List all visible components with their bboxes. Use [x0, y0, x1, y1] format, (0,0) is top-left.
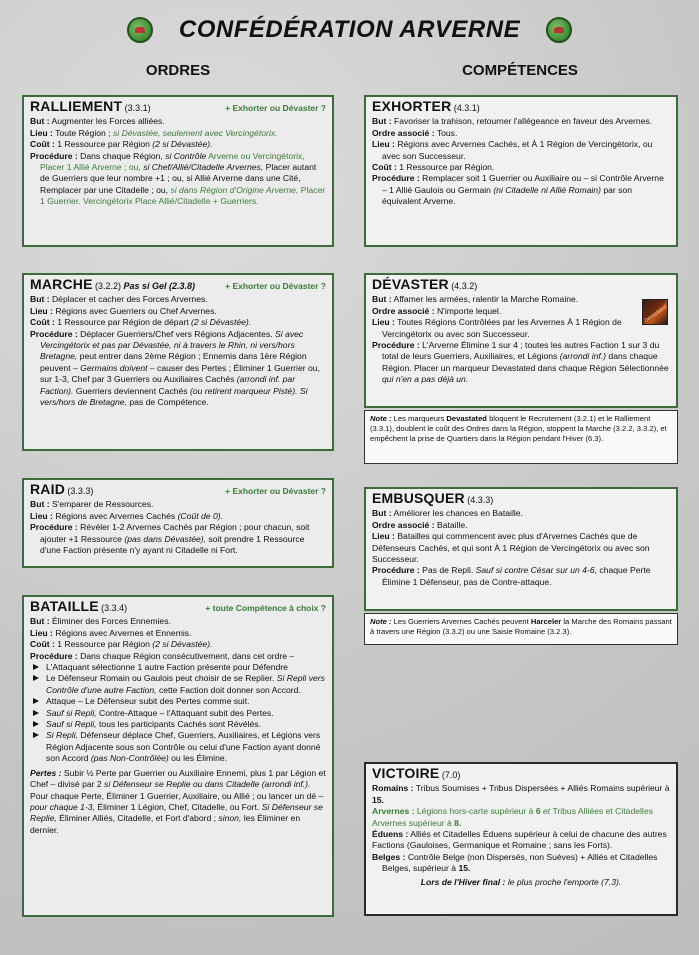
text: Remplacer soit 1 Guerrier ou Auxiliaire ou – si Contrôle Arverne – 1 Allié Gaulois ou Germain [382, 173, 664, 195]
text: pas de Compétence. [129, 397, 209, 408]
text: Tous. [436, 127, 458, 138]
text: – causer des Pertes ; Éliminer 1 Guerrier ou, sur 1-3, Chef par 3 Guerriers ou Auxiliaires Cachés [40, 362, 320, 385]
list-item [30, 719, 326, 730]
text: si Défenseur se Replie ou dans Citadelle (arrondi inf.). [104, 779, 311, 790]
text: Régions avec Guerriers ou Chef Arvernes. [55, 305, 217, 316]
victoire-box [364, 762, 678, 916]
text: 1 Ressource par Région. [399, 162, 495, 173]
text: (Coût de 0). [177, 510, 223, 521]
marche-tag: + Exhorter ou Dévaster ? [225, 281, 326, 291]
exhorter-box [364, 95, 678, 247]
text: cette Faction doit donner son Accord. [158, 684, 301, 695]
text: dans chaque Région. Placer un marqueur Devastated dans chaque Région Sélectionnée [382, 351, 669, 373]
text: Bataille. [436, 519, 468, 530]
text: Germains doivent [80, 362, 148, 373]
label: Lieu : [30, 305, 53, 316]
label: Note : [370, 617, 392, 626]
label: Lieu : [30, 127, 53, 138]
text: Si Défenseur se Replie, [30, 801, 323, 824]
label: Note : [370, 414, 392, 423]
text: Déplacer Guerriers/Chef vers Régions Adjacentes. [80, 328, 273, 339]
bataille-ref: (3.3.4) [101, 603, 128, 613]
column-title-competences: COMPÉTENCES [462, 62, 578, 79]
list-item [30, 673, 326, 696]
text: Placer 1 Guerrier. Vercingétorix Place Allié/Citadelle + Guerriers. [40, 184, 326, 207]
marche-ref-gel: Pas si Gel (2.3.8) [123, 281, 195, 291]
text: Si Repli vers Contrôle d'une autre Faction, [46, 673, 325, 695]
text: Régions avec Arvernes et Ennemis. [55, 627, 192, 638]
label: Lors de l'Hiver final : [420, 876, 506, 887]
text: Légions hors-carte supérieur à [416, 806, 534, 817]
label: Procédure : [372, 173, 420, 184]
arverne-seal-icon [127, 17, 153, 43]
text: (2 si Dévastée). [190, 317, 252, 328]
label: Coût : [372, 162, 397, 173]
text: Révéler 1-2 Arvernes Cachés par Région ; pour chacun, soit ajouter +1 Ressource [40, 522, 310, 544]
text: peut entrer dans 2ème Région ; Ennemis dans 1ère Région peuvent – [40, 351, 307, 373]
text: Favoriser la trahison, retourner l'allégeance en faveur des Arvernes. [393, 116, 653, 127]
label: Lieu : [372, 139, 395, 150]
ralliement-ref: (3.3.1) [124, 103, 151, 113]
text: Éliminer des Forces Ennemies. [51, 616, 171, 627]
label: Procédure : [30, 522, 78, 533]
value: 8. [454, 817, 462, 828]
text: L'Attaquant sélectionne 1 autre Faction présente pour Défendre [46, 662, 288, 673]
text: Tribus Soumises + Tribus Dispersées + Alliés Romains supérieur à [415, 783, 670, 794]
value: 6 [535, 806, 541, 817]
label: Procédure : [372, 340, 420, 351]
text: Sauf si contre César sur un 4-6, [475, 565, 597, 576]
text: Batailles qui commencent avec plus d'Arvernes Cachés que de Défenseurs Cachés, et qui sont À 1 Région de Vercingétorix ou avec son Successeur. [372, 531, 650, 565]
label: Procédure : [30, 328, 78, 339]
label: Procédure : [30, 650, 78, 661]
text: Devastated [446, 414, 487, 423]
ralliement-title: RALLIEMENT [30, 98, 123, 114]
bataille-tag: + toute Compétence à choix ? [205, 603, 326, 613]
devastated-marker-label: Devastated [643, 304, 668, 324]
text: Pour chaque Perte, Éliminer 1 Guerrier, Auxiliaire, ou Allié ; ou lancer un dé – [30, 790, 324, 801]
text: Augmenter les Forces alliées. [51, 116, 165, 127]
value: 15. [372, 794, 384, 805]
victoire-title: VICTOIRE [372, 765, 440, 781]
text: chaque Perte Élimine 1 Défenseur, pas de Contre-attaque. [382, 565, 651, 587]
text: Contre-Attaque – l'Attaquant subit des Pertes. [99, 707, 274, 718]
text: le plus proche l'emporte (7.3). [507, 876, 622, 887]
text: Si Repli, [46, 730, 78, 741]
list-item [30, 696, 326, 707]
text: Subir ½ Perte par Guerrier ou Auxiliaire Ennemi, plus 1 par Légion et Chef – divisé par 2 [30, 767, 326, 790]
embusquer-box [364, 487, 678, 611]
text: S'emparer de Ressources. [51, 499, 154, 510]
label: Lieu : [372, 531, 395, 542]
raid-tag: + Exhorter ou Dévaster ? [225, 486, 326, 496]
text: Pas de Repli. [422, 565, 474, 576]
text: Toutes Régions Contrôlées par les Arvernes À 1 Région de Vercingétorix ou avec son Successeur. [382, 317, 622, 339]
text: Contrôle Belge (non Dispersés, non Suèves) + Alliés et Citadelles Belges, supérieur à [382, 851, 658, 874]
text: Toute Région ; [55, 127, 111, 138]
text: si Contrôle [165, 150, 207, 161]
label: But : [30, 294, 50, 305]
label: But : [30, 499, 50, 510]
text: Le Défenseur Romain ou Gaulois peut choisir de se Replier. [46, 673, 275, 684]
text: Déplacer et cacher des Forces Arvernes. [51, 294, 208, 305]
text: par son équivalent Arverne. [382, 184, 632, 207]
page-title: CONFÉDÉRATION ARVERNE [178, 16, 521, 43]
text: Sauf si Repli, [46, 719, 97, 730]
label: Belges : [372, 851, 406, 862]
list-item [30, 662, 326, 673]
text: Placer autant de Guerriers que leur nombre +1 ; ou, si Allié Arverne dans une Cité, Remplacer par une Citadelle ; ou, [40, 162, 317, 195]
text: Dans chaque Région, [80, 150, 163, 161]
label: Procédure : [30, 150, 78, 161]
ralliement-box [22, 95, 334, 247]
text: Arverne ou Vercingétorix, Placer 1 Allié Arverne ; ou, [40, 150, 305, 173]
text: (ni Citadelle ni Allié Romain) [493, 184, 601, 195]
label: Lieu : [372, 317, 395, 328]
column-title-ordres: ORDRES [145, 62, 211, 79]
text: pour chaque 1-3, [30, 801, 95, 812]
label: Procédure : [372, 565, 420, 576]
exhorter-ref: (4.3.1) [453, 103, 480, 113]
devaster-ref: (4.3.2) [451, 281, 478, 291]
text: si Chef/Allié/Citadelle Arvernes, [143, 162, 264, 173]
label: Ordre associé : [372, 127, 435, 138]
label: Arvernes : [372, 806, 415, 817]
value: 15. [458, 863, 471, 874]
label: Coût : [30, 317, 55, 328]
text: Régions avec Arvernes Cachés [55, 510, 176, 521]
label: But : [30, 116, 50, 127]
text: 1 Ressource par Région [57, 639, 150, 650]
text: Les marqueurs [393, 414, 445, 423]
marche-ref: (3.2.2) [95, 281, 122, 291]
text: Régions avec Arvernes Cachés, et À 1 Région de Vercingétorix, ou avec son Successeur. [382, 139, 653, 161]
text: la Marche des Romains passant à travers une Région (3.3.2) ou une Saisie Romaine (3.2.3). [370, 617, 672, 636]
text: sinon, [218, 813, 242, 824]
text: Tribus Alliées et Citadelles Arvernes supérieur à [372, 806, 653, 828]
text: 1 Ressource par Région de départ [57, 317, 189, 328]
text: Éliminer 1 Légion, Chef, Citadelle, ou Fort. [97, 801, 260, 812]
label: But : [372, 116, 392, 127]
text: L'Arverne Élimine 1 sur 4 ; toutes les autres Faction 1 sur 3 du total de leurs Guerriers, Auxiliaires, et Légions [382, 340, 660, 362]
text: qui n'en a pas déjà un. [382, 374, 469, 385]
devaster-box [364, 273, 678, 408]
marche-box [22, 273, 334, 451]
text: (pas Non-Contrôlée) [90, 753, 169, 764]
list-item [30, 708, 326, 719]
label: But : [372, 294, 392, 305]
text: Affamer les armées, ralentir la Marche Romaine. [393, 294, 579, 305]
text: si dans Région d'Origine Arverne, [170, 184, 299, 195]
raid-ref: (3.3.3) [67, 486, 94, 496]
label: Éduens : [372, 829, 409, 840]
label: Coût : [30, 139, 55, 150]
marche-title: MARCHE [30, 276, 93, 292]
text: (2 si Dévastée). [152, 139, 213, 150]
text: les Éliminer en dernier. [30, 813, 301, 835]
text: (ou retirent marqueur Pisté). Si vers/hors de Bretagne, [40, 385, 308, 408]
text: Éliminer Alliés, Citadelle, et Fort d'abord ; [59, 813, 217, 824]
text: Harceler [530, 617, 562, 626]
label: But : [372, 508, 392, 519]
bataille-box [22, 595, 334, 917]
raid-box [22, 478, 334, 568]
text: Améliorer les chances en Bataille. [393, 508, 523, 519]
text: N'importe lequel. [436, 305, 502, 316]
text: tous les participants Cachés sont Révélés. [99, 719, 261, 730]
victoire-ref: (7.0) [441, 770, 461, 780]
text: (arrondi inf. par Faction). [40, 374, 296, 396]
embusquer-title: EMBUSQUER [372, 490, 465, 506]
arverne-seal-icon [546, 17, 572, 43]
text: Les Guerriers Arvernes Cachés peuvent [393, 617, 529, 626]
raid-title: RAID [30, 481, 66, 497]
label: Ordre associé : [372, 305, 435, 316]
ralliement-tag: + Exhorter ou Dévaster ? [225, 103, 326, 113]
label: Coût : [30, 639, 55, 650]
text: (2 si Dévastée). [152, 639, 213, 650]
text: Sauf si Repli, [46, 707, 97, 718]
header [0, 10, 699, 50]
devastated-marker-icon [642, 299, 668, 325]
text: (pas dans Dévastée), [124, 533, 207, 544]
devastated-note [364, 410, 678, 464]
label: Lieu : [30, 627, 53, 638]
text: Dans chaque Région consécutivement, dans cet ordre – [80, 650, 295, 661]
label: Pertes : [30, 767, 62, 778]
text: Alliés et Citadelles Éduens supérieur à celui de chacune des autres Factions (Gauloises, Germanique et Romaine ; sans les Forts). [372, 829, 667, 851]
text: Défenseur déplace Chef, Guerriers, Auxiliaires, et Légions vers Région Adjacente sous son Contrôle ou celui d'une Faction ayant donné son Accord [46, 730, 321, 764]
text: et [543, 806, 551, 817]
text: Si avec Vercingétorix et pas par Dévastée, ni à travers le Rhin, ni vers/hors Bretagne, [40, 328, 304, 362]
label: But : [30, 616, 50, 627]
text: si Dévastée, seulement avec Vercingétorix. [112, 127, 278, 138]
bataille-title: BATAILLE [30, 598, 99, 614]
text: ou les Élimine. [171, 753, 228, 764]
text: bloquent le Recrutement (3.2.1) et le Ralliement (3.3.1), doublent le coût des Ordres dans la Région, stoppent la Marche (3.2.2, 3.3.2), et empêchent la prise de Quartiers dans la Région pendant l'Hiver (6.3). [370, 414, 667, 443]
exhorter-title: EXHORTER [372, 98, 452, 114]
devaster-title: DÉVASTER [372, 276, 449, 292]
harceler-note [364, 613, 678, 645]
label: Lieu : [30, 510, 53, 521]
text: 1 Ressource par Région [57, 139, 150, 150]
text: Attaque – Le Défenseur subit des Pertes comme suit. [46, 696, 250, 707]
text: Guerriers deviennent Cachés [75, 385, 188, 396]
text: (arrondi inf.) [559, 351, 607, 362]
label: Ordre associé : [372, 519, 435, 530]
embusquer-ref: (4.3.3) [467, 495, 494, 505]
text: soit prendre 1 Ressource d'une Faction présente n'y ayant ni Citadelle ni Fort. [40, 533, 305, 556]
label: Romains : [372, 783, 414, 794]
list-item [30, 730, 326, 764]
